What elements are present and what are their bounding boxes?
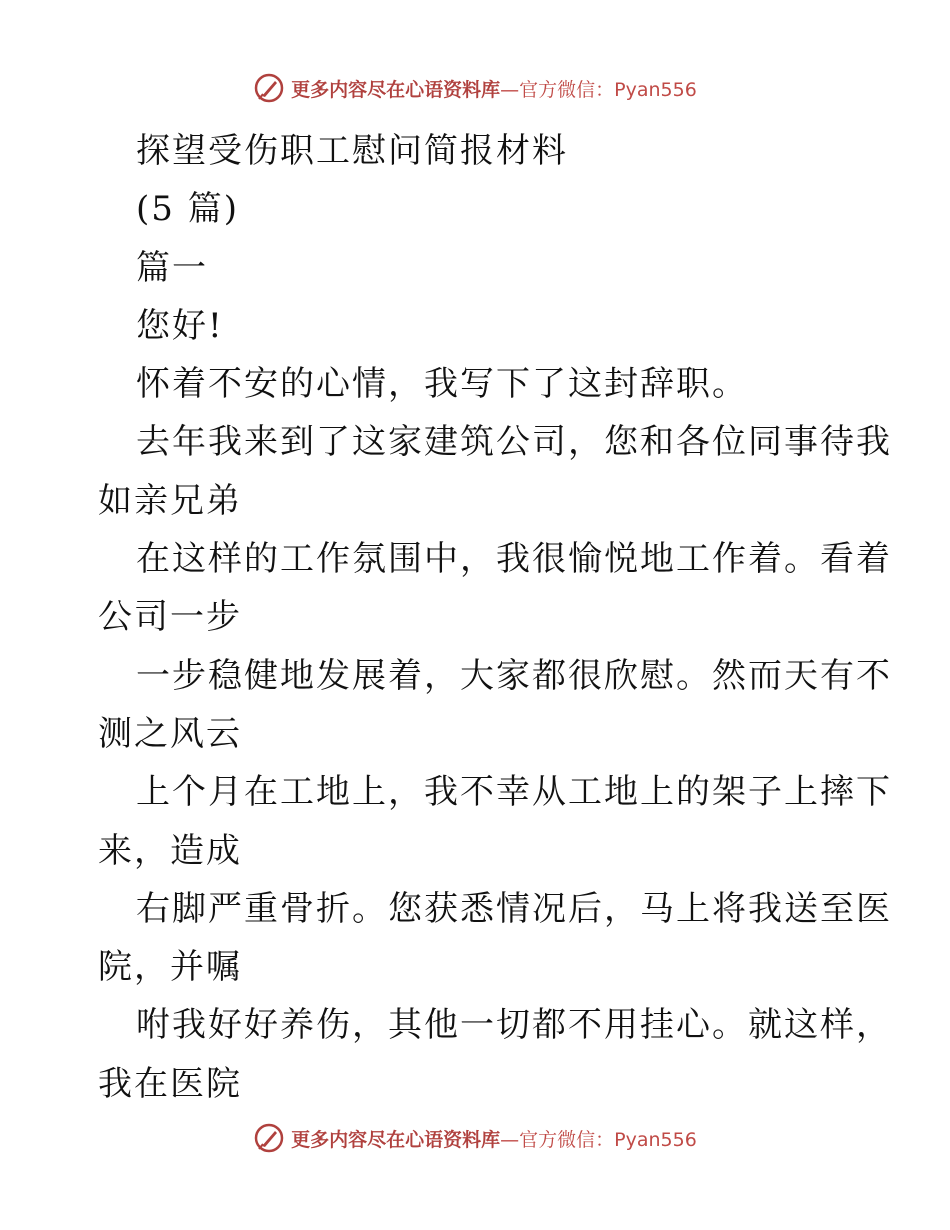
quill-logo-icon <box>253 1122 285 1154</box>
footer-watermark <box>0 1122 950 1154</box>
paragraph-line: 公司一步 <box>98 597 242 638</box>
paragraph-line: 一步稳健地发展着，大家都很欣慰。然而天有不 <box>136 655 892 696</box>
quill-logo-icon <box>253 72 285 104</box>
document-title: 探望受伤职工慰问简报材料 <box>136 131 568 171</box>
document-subtitle: (5 篇) <box>136 189 239 230</box>
watermark-text: 更多内容尽在心语资料库—官方微信：Pyan556 <box>291 1128 697 1151</box>
paragraph-line: 在这样的工作氛围中，我很愉悦地工作着。看着 <box>136 539 892 580</box>
paragraph-line: 去年我来到了这家建筑公司，您和各位同事待我 <box>136 422 892 463</box>
paragraph-line: 上个月在工地上，我不幸从工地上的架子上摔下 <box>136 772 892 813</box>
paragraph-line: 院，并嘱 <box>98 947 242 988</box>
document-body <box>98 122 892 1113</box>
paragraph-line: 右脚严重骨折。您获悉情况后，马上将我送至医 <box>136 888 892 929</box>
section-heading: 篇一 <box>136 247 208 288</box>
paragraph-line: 咐我好好养伤，其他一切都不用挂心。就这样， <box>136 1005 892 1046</box>
paragraph-line: 测之风云 <box>98 713 242 754</box>
watermark-text: 更多内容尽在心语资料库—官方微信：Pyan556 <box>291 78 697 101</box>
paragraph-line: 如亲兄弟 <box>98 480 242 521</box>
paragraph-line: 来，造成 <box>98 830 242 871</box>
paragraph-line: 我在医院 <box>98 1063 242 1104</box>
paragraph-line: 怀着不安的心情，我写下了这封辞职。 <box>136 364 748 405</box>
salutation: 您好! <box>136 305 224 346</box>
header-watermark <box>0 72 950 104</box>
